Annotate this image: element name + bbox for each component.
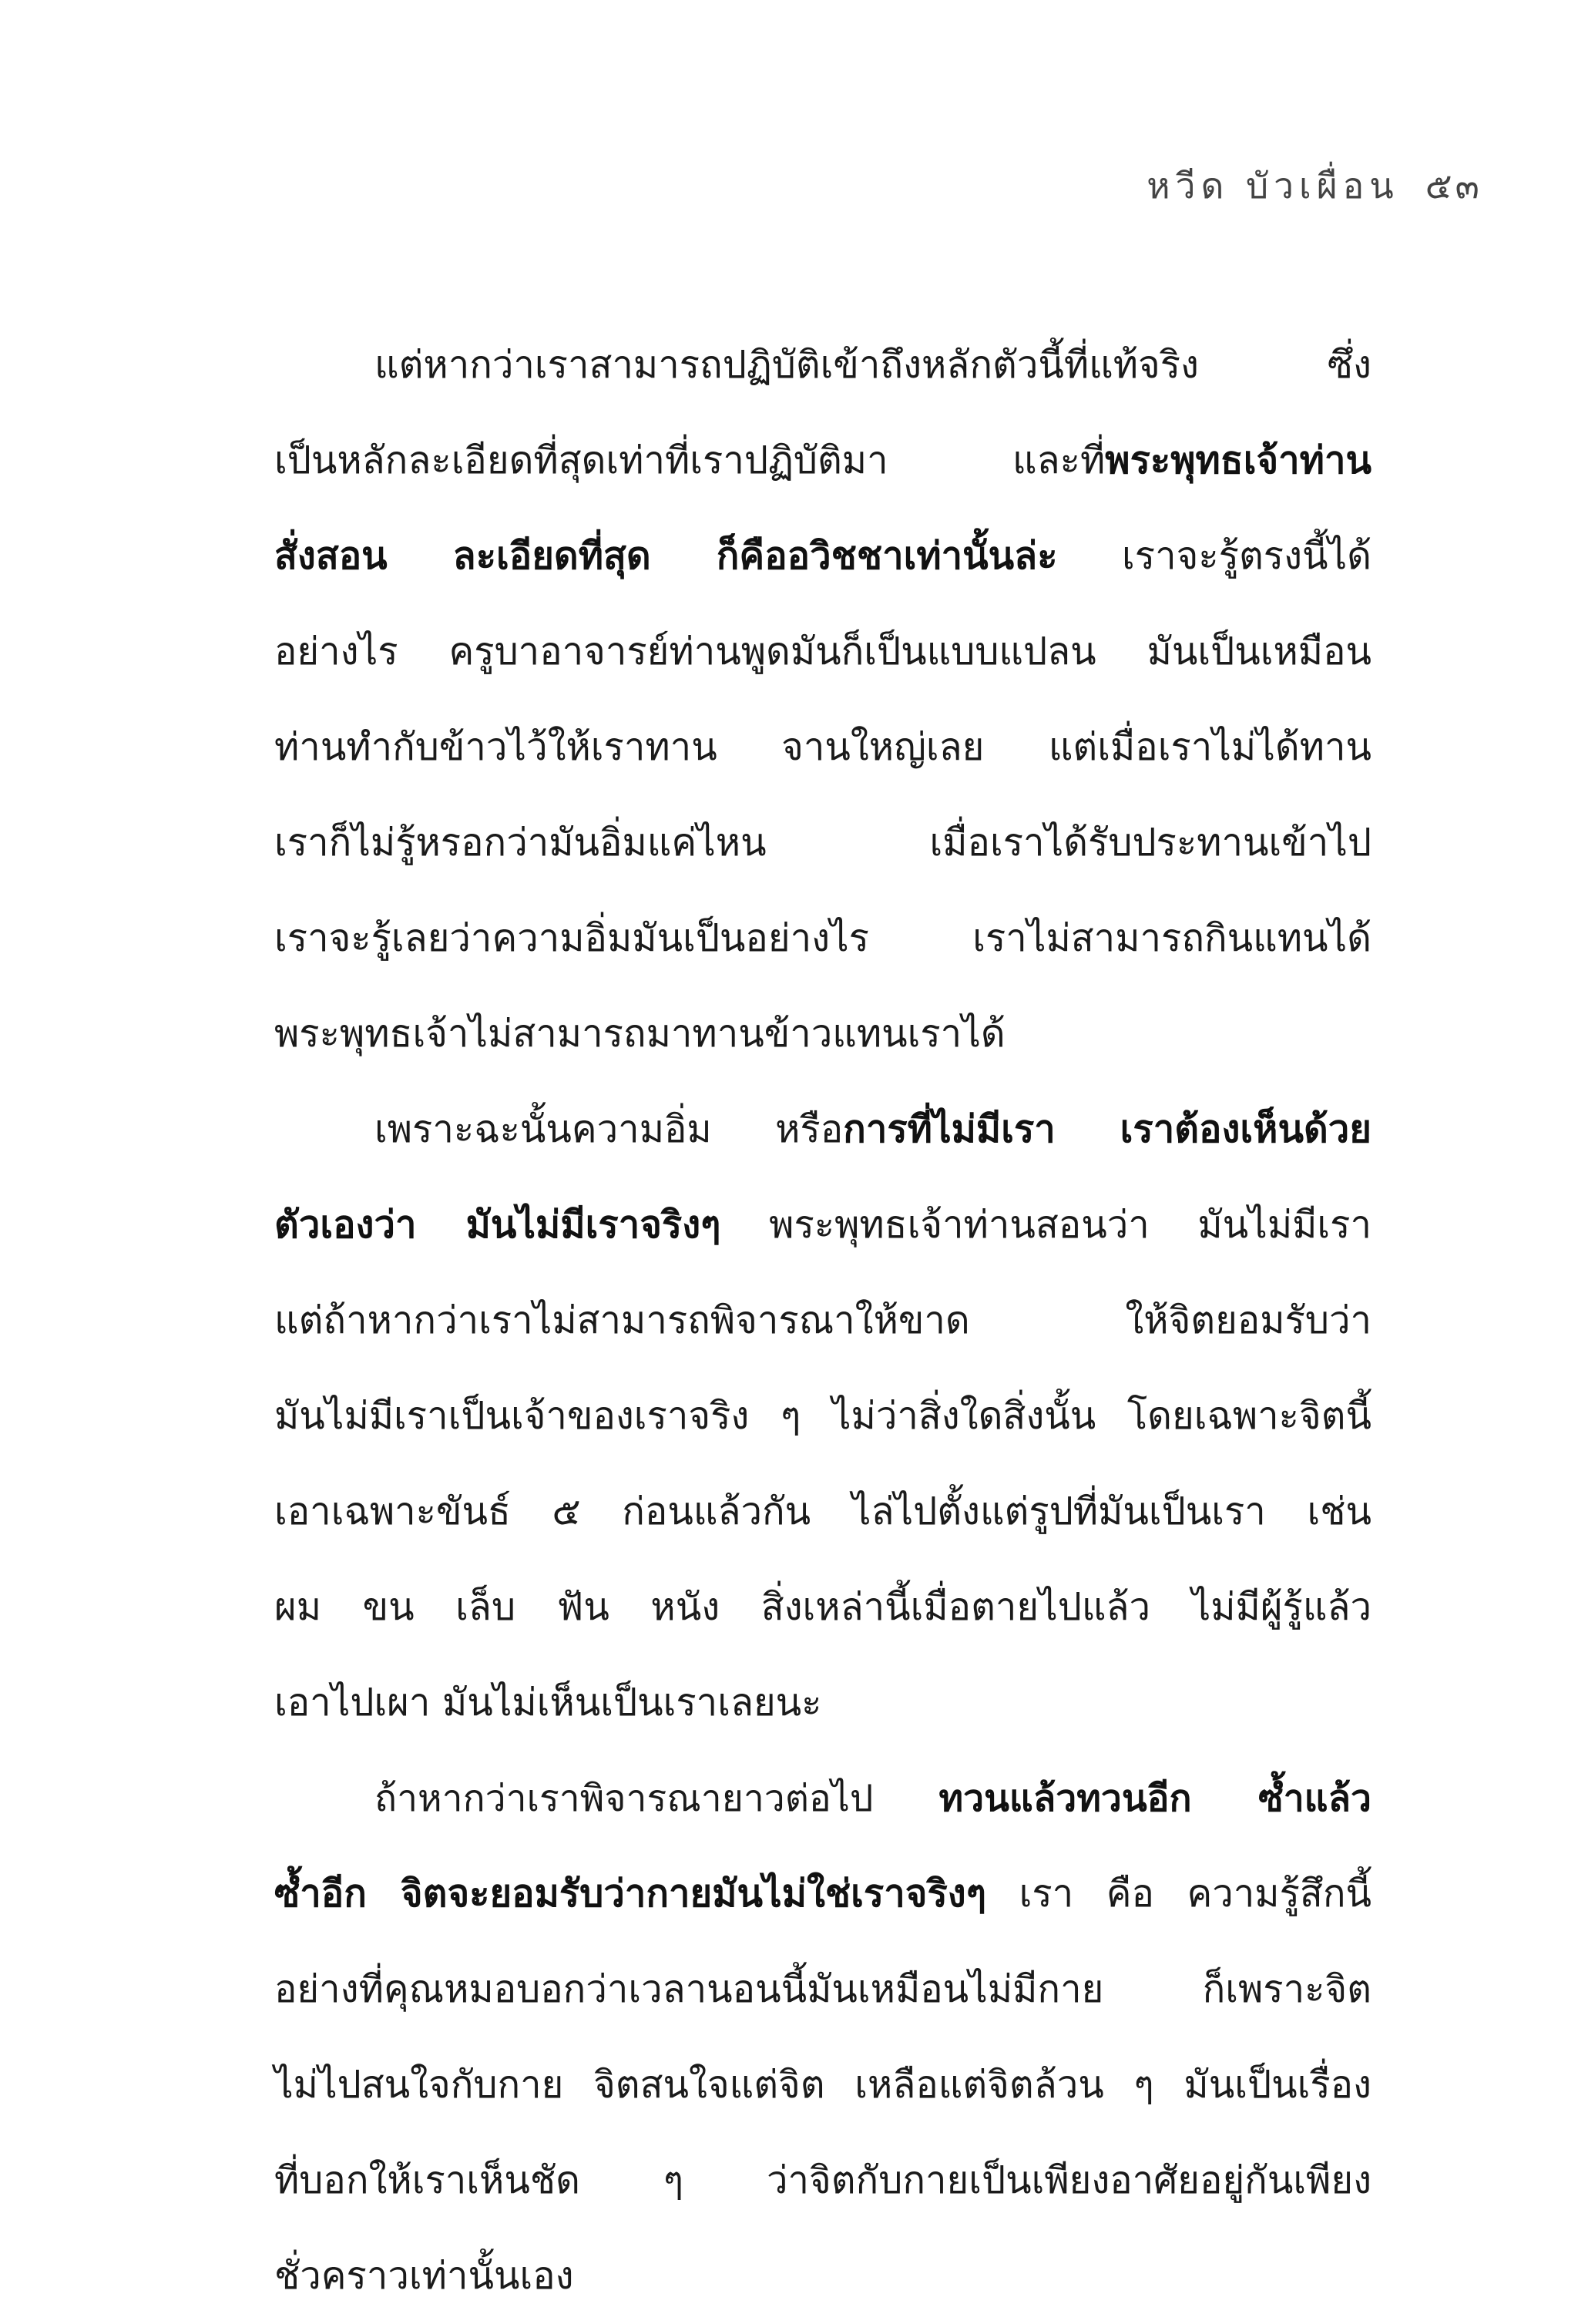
text-line	[274, 604, 1372, 700]
text-line	[274, 1655, 1372, 1751]
text-run: เราจะรู้เลยว่าความอิ่มมันเป็นอย่างไร เราไม่สามารถกินแทนได้	[274, 916, 1372, 960]
text-run: พระพุทธเจ้าไม่สามารถมาทานข้าวแทนเราได้	[274, 1012, 1006, 1056]
text-line	[274, 413, 1372, 509]
text-line	[274, 795, 1372, 891]
text-run: ผม ขน เล็บ ฟัน หนัง สิ่งเหล่านี้เมื่อตายไปแล้ว ไม่มีผู้รู้แล้ว	[274, 1585, 1372, 1629]
text-run: ถ้าหากว่าเราพิจารณายาวต่อไป	[374, 1777, 939, 1820]
text-line	[274, 317, 1372, 413]
text-line	[274, 1464, 1372, 1560]
text-run: เอาไปเผา มันไม่เห็นเป็นเราเลยนะ	[274, 1681, 822, 1725]
text-run: แต่ถ้าหากว่าเราไม่สามารถพิจารณาให้ขาด ให้จิตยอมรับว่า	[274, 1298, 1372, 1342]
bold-text-run: พระพุทธเจ้าท่าน	[1105, 438, 1372, 482]
text-line	[274, 2133, 1372, 2228]
text-line	[274, 1273, 1372, 1369]
text-run: เอาเฉพาะขันธ์ ๕ ก่อนแล้วกัน ไล่ไปตั้งแต่รูปที่มันเป็นเรา เช่น	[274, 1489, 1372, 1533]
text-run: ที่บอกให้เราเห็นชัด ๆ ว่าจิตกับกายเป็นเพียงอาศัยอยู่กันเพียง	[274, 2158, 1372, 2202]
text-run: เพราะฉะนั้นความอิ่ม หรือ	[374, 1107, 844, 1151]
text-line	[274, 1560, 1372, 1655]
running-title: หวีด บัวเผื่อน	[1147, 165, 1399, 207]
text-line	[274, 509, 1372, 604]
text-run: ท่านทำกับข้าวไว้ให้เราทาน จานใหญ่เลย แต่เมื่อเราไม่ได้ทาน	[274, 725, 1372, 769]
text-line	[274, 2037, 1372, 2133]
text-run: เราจะรู้ตรงนี้ได้	[1057, 534, 1372, 578]
text-line	[274, 891, 1372, 986]
text-line	[274, 700, 1372, 795]
text-run: พระพุทธเจ้าท่านสอนว่า มันไม่มีเรา	[720, 1203, 1372, 1247]
running-header	[1147, 158, 1482, 214]
text-run: อย่างไร ครูบาอาจารย์ท่านพูดมันก็เป็นแบบแปลน มันเป็นเหมือน	[274, 630, 1372, 673]
page-number: ๕๓	[1425, 165, 1482, 207]
bold-text-run: ทวนแล้วทวนอีก ซ้ำแล้ว	[938, 1777, 1372, 1820]
text-run: เป็นหลักละเอียดที่สุดเท่าที่เราปฏิบัติมา และที่	[274, 438, 1106, 482]
text-line	[274, 986, 1372, 1082]
text-run: อย่างที่คุณหมอบอกว่าเวลานอนนี้มันเหมือนไม่มีกาย ก็เพราะจิต	[274, 1967, 1372, 2011]
text-line	[274, 1846, 1372, 1942]
bold-text-run: ซ้ำอีก จิตจะยอมรับว่ากายมันไม่ใช่เราจริงๆ	[274, 1872, 987, 1916]
text-line	[274, 1082, 1372, 1177]
bold-text-run: การที่ไม่มีเรา เราต้องเห็นด้วย	[843, 1107, 1372, 1151]
bold-text-run: สั่งสอน ละเอียดที่สุด ก็คืออวิชชาเท่านั้นล่ะ	[274, 534, 1058, 578]
text-run: แต่หากว่าเราสามารถปฏิบัติเข้าถึงหลักตัวนี้ที่แท้จริง ซึ่ง	[374, 343, 1372, 387]
bold-text-run: ตัวเองว่า มันไม่มีเราจริงๆ	[274, 1203, 721, 1247]
text-run: ไม่ไปสนใจกับกาย จิตสนใจแต่จิต เหลือแต่จิตล้วน ๆ มันเป็นเรื่อง	[274, 2063, 1372, 2107]
text-line	[274, 1369, 1372, 1464]
body-text	[274, 317, 1372, 2324]
text-run: เรา คือ ความรู้สึกนี้	[986, 1872, 1372, 1916]
text-line	[274, 1751, 1372, 1846]
text-line	[274, 1942, 1372, 2037]
text-run: เราก็ไม่รู้หรอกว่ามันอิ่มแค่ไหน เมื่อเราได้รับประทานเข้าไป	[274, 821, 1372, 865]
text-line	[274, 2228, 1372, 2324]
text-run: มันไม่มีเราเป็นเจ้าของเราจริง ๆ ไม่ว่าสิ่งใดสิ่งนั้น โดยเฉพาะจิตนี้	[274, 1394, 1372, 1438]
text-line	[274, 1177, 1372, 1273]
text-run: ชั่วคราวเท่านั้นเอง	[274, 2254, 574, 2298]
